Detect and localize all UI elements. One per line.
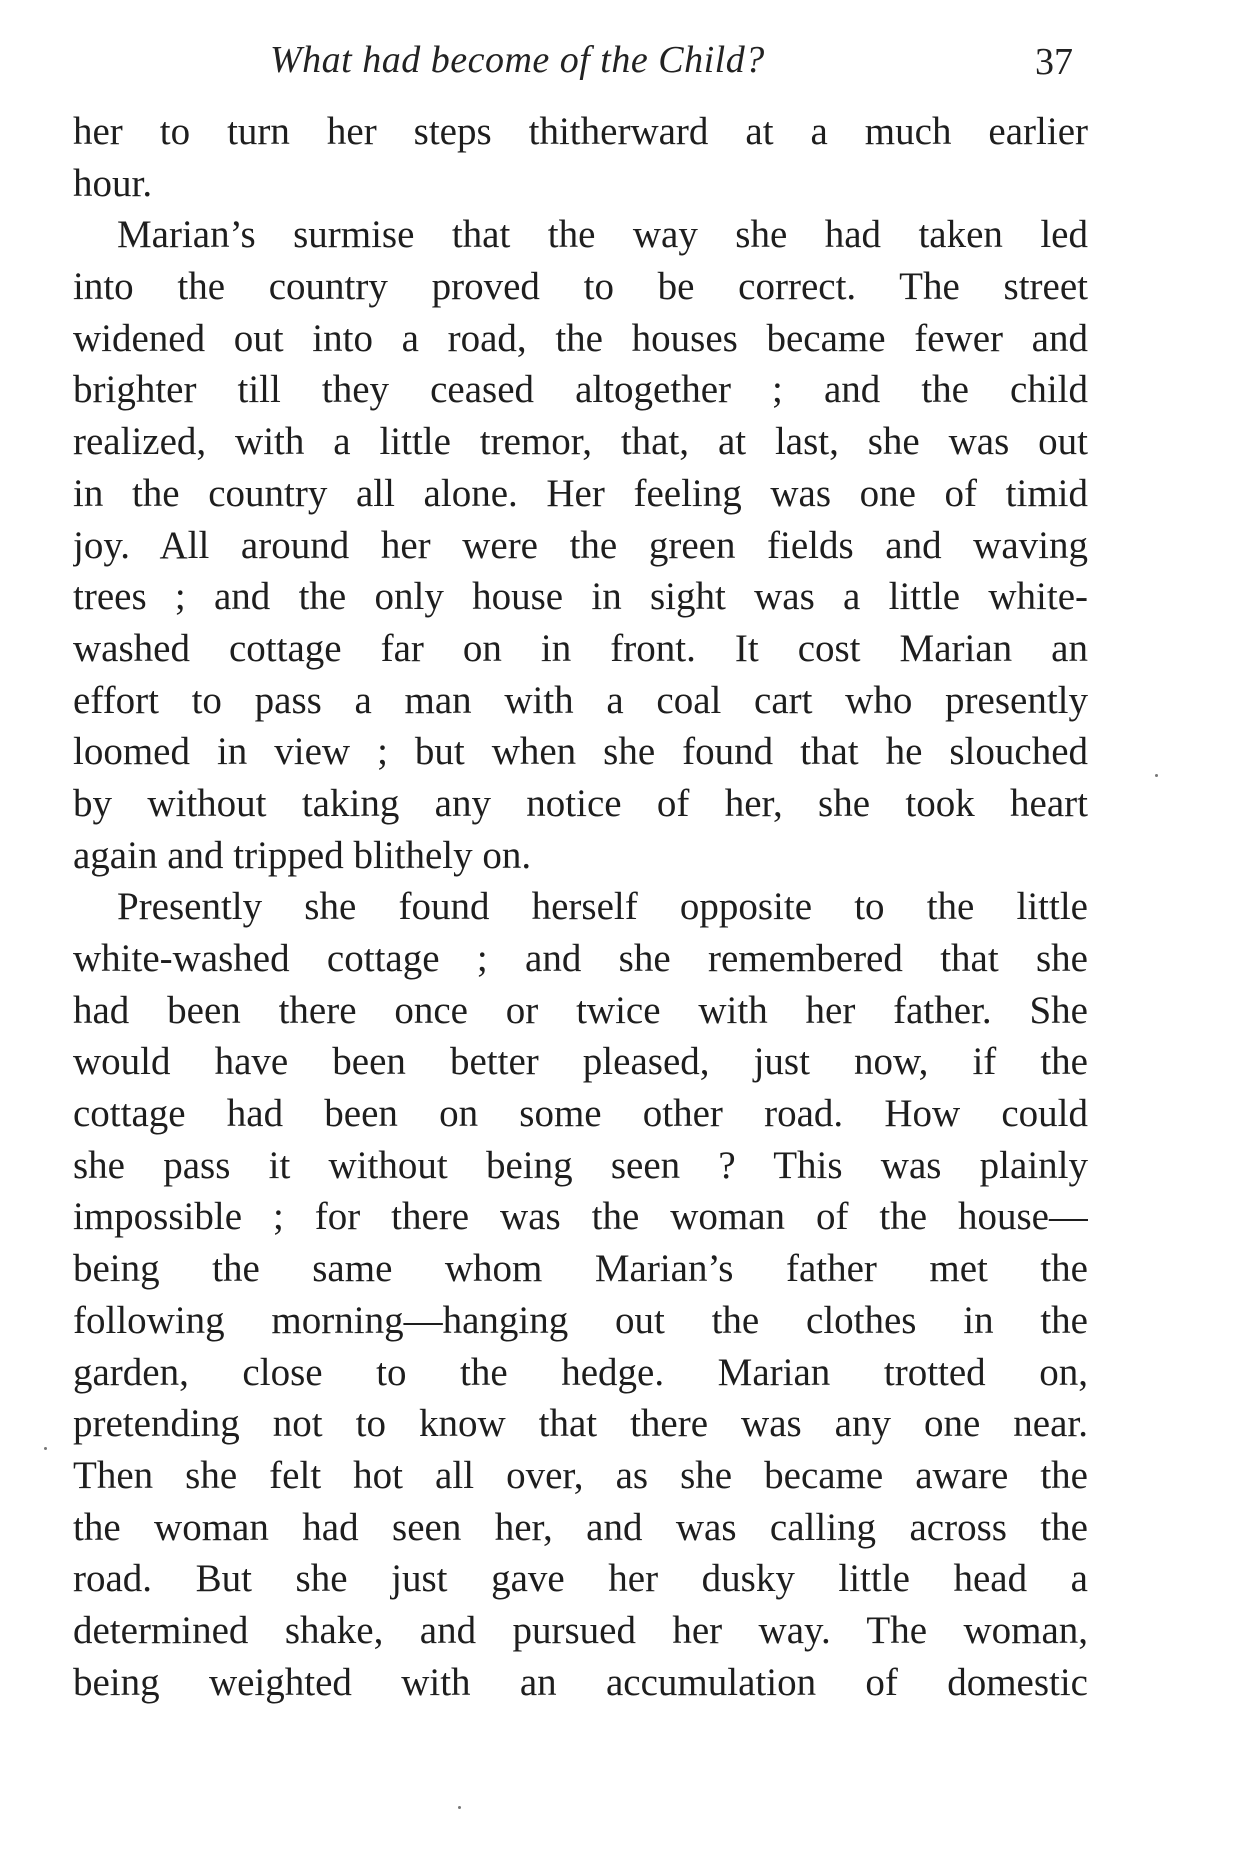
text-line: in the country all alone. Her feeling was one of timid bbox=[73, 471, 1088, 515]
text-line: Marian’s surmise that the way she had taken led bbox=[117, 213, 1088, 257]
text-line: cottage had been on some other road. How could bbox=[73, 1092, 1088, 1136]
text-line: again and tripped blithely on. bbox=[73, 833, 532, 877]
paper-speck bbox=[44, 1447, 47, 1450]
text-line: trees ; and the only house in sight was a little white- bbox=[73, 575, 1088, 619]
running-head bbox=[0, 38, 1243, 98]
text-line: Then she felt hot all over, as she became aware the bbox=[73, 1453, 1088, 1497]
text-line: road. But she just gave her dusky little head a bbox=[73, 1557, 1088, 1601]
text-line: washed cottage far on in front. It cost Marian an bbox=[73, 626, 1088, 670]
running-title: What had become of the Child? bbox=[270, 39, 765, 81]
text-line: determined shake, and pursued her way. The woman, bbox=[73, 1608, 1088, 1652]
text-line: Presently she found herself opposite to the little bbox=[117, 885, 1088, 929]
paper-speck bbox=[1155, 774, 1158, 777]
text-line: being the same whom Marian’s father met the bbox=[73, 1247, 1088, 1291]
text-line: loomed in view ; but when she found that he slouched bbox=[73, 730, 1088, 774]
text-line: effort to pass a man with a coal cart who presently bbox=[73, 678, 1088, 722]
text-line: garden, close to the hedge. Marian trotted on, bbox=[73, 1350, 1088, 1394]
page-number: 37 bbox=[1035, 41, 1073, 83]
text-line: joy. All around her were the green fields and waving bbox=[73, 523, 1088, 567]
text-line: following morning—hanging out the clothes in the bbox=[73, 1298, 1088, 1342]
text-line: her to turn her steps thitherward at a much earlier bbox=[73, 110, 1088, 153]
body-text bbox=[73, 106, 1088, 1708]
text-line: white-washed cottage ; and she remembered that she bbox=[73, 937, 1088, 980]
paper-speck bbox=[458, 1806, 461, 1809]
text-line: would have been better pleased, just now, if the bbox=[73, 1040, 1088, 1084]
text-line: the woman had seen her, and was calling across the bbox=[73, 1505, 1088, 1549]
text-line: widened out into a road, the houses became fewer and bbox=[73, 316, 1088, 360]
text-line: impossible ; for there was the woman of the house— bbox=[73, 1195, 1088, 1239]
text-line: realized, with a little tremor, that, at last, she was out bbox=[73, 420, 1088, 464]
text-line: had been there once or twice with her father. She bbox=[73, 988, 1088, 1032]
text-line: brighter till they ceased altogether ; and the child bbox=[73, 368, 1088, 412]
text-line: hour. bbox=[73, 161, 153, 205]
text-line: she pass it without being seen ? This was plainly bbox=[73, 1143, 1088, 1187]
text-line: pretending not to know that there was any one near. bbox=[73, 1402, 1088, 1446]
text-line: being weighted with an accumulation of domestic bbox=[73, 1660, 1088, 1704]
text-line: by without taking any notice of her, she took heart bbox=[73, 781, 1088, 825]
text-line: into the country proved to be correct. The street bbox=[73, 265, 1088, 309]
